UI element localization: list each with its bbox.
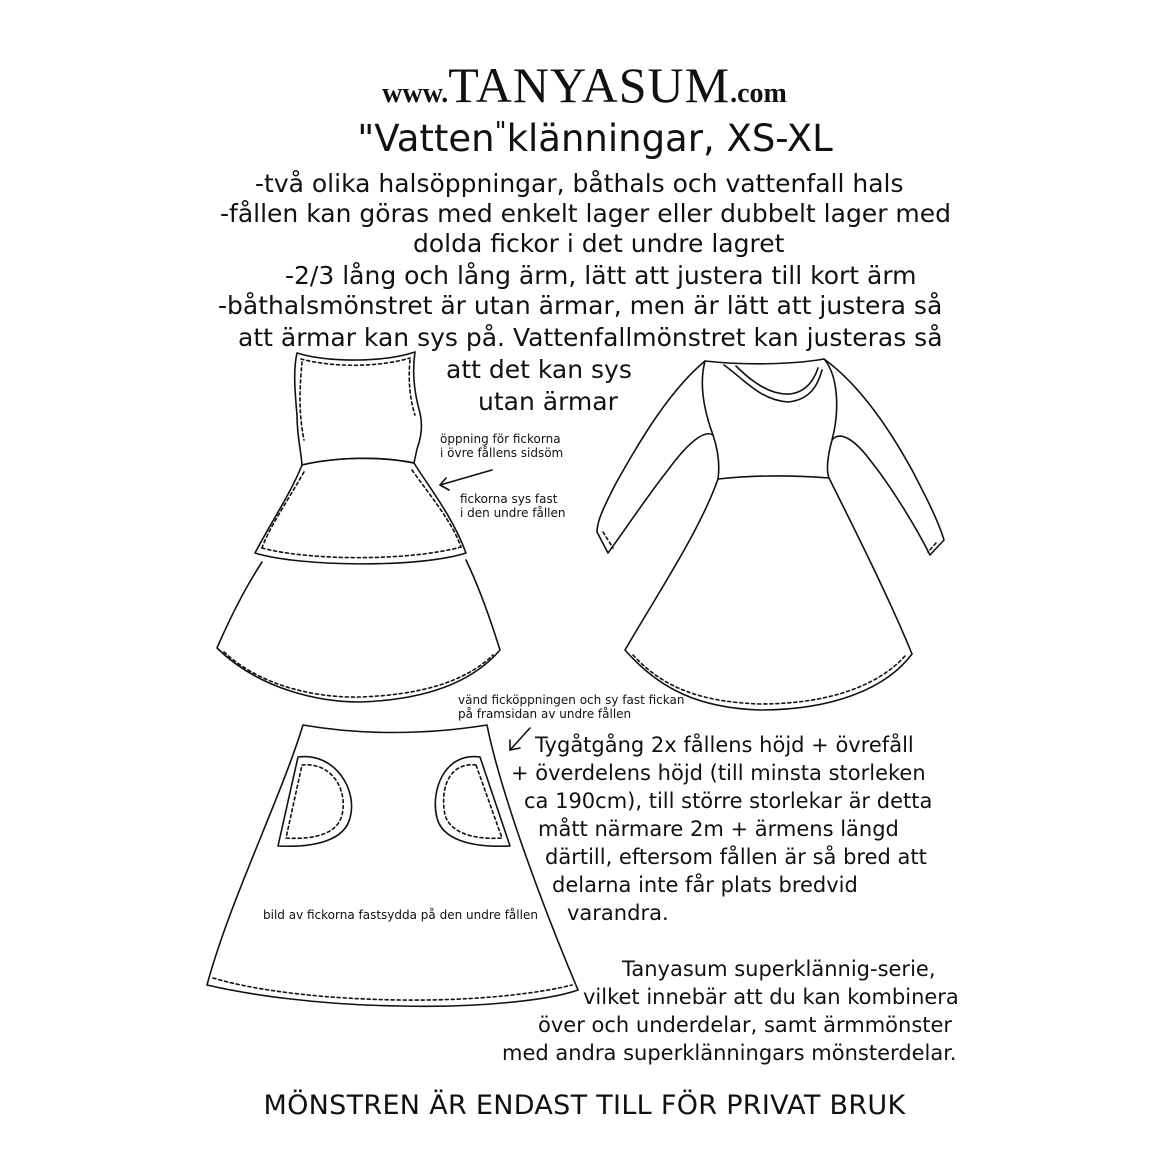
bateau-armhole-stitch-left <box>300 362 304 440</box>
opening-note-line-1: öppning för fickorna <box>440 432 561 446</box>
logo-prefix: www. <box>382 78 449 109</box>
description-line-3: dolda fickor i det undre lagret <box>413 229 785 258</box>
opening-arrow-icon <box>440 470 492 485</box>
turn-note-line-1: vänd ficköppningen och sy fast fickan <box>458 693 685 707</box>
waterfall-bodice <box>702 359 836 479</box>
description-line-8: utan ärmar <box>478 387 618 416</box>
opening-note <box>440 432 563 460</box>
sewn-note <box>460 492 566 520</box>
waterfall-dress-drawing <box>597 359 944 710</box>
logo-suffix: .com <box>730 78 787 109</box>
skirt-hem-stitch <box>213 978 572 1000</box>
logo-name: TANYASUM <box>448 57 731 113</box>
title-open-quote: " <box>357 117 375 160</box>
description-line-6: att ärmar kan sys på. Vattenfallmönstret kan justeras så <box>238 323 943 352</box>
description-line-4: -2/3 lång och lång ärm, lätt att justera till kort ärm <box>285 261 917 290</box>
waterfall-skirt <box>625 478 912 710</box>
bateau-lower-hem <box>217 560 500 702</box>
fabric-line-1: Tygåtgång 2x fållens höjd + övrefåll <box>535 733 914 757</box>
series-line-1: Tanyasum superklännig-serie, <box>622 957 936 981</box>
title-close-quote: " <box>494 117 507 147</box>
bateau-bodice <box>295 352 422 465</box>
turn-note <box>458 693 684 721</box>
waterfall-cowl-fold-1 <box>724 365 822 402</box>
title-word: Vatten <box>374 117 495 160</box>
bateau-upper-hem <box>255 458 466 564</box>
pocket-left <box>278 757 352 847</box>
fabric-line-5: därtill, eftersom fållen är så bred att <box>545 845 927 869</box>
description-line-2: -fållen kan göras med enkelt lager eller dubbelt lager med <box>220 199 952 228</box>
fabric-line-7: varandra. <box>567 901 669 925</box>
fabric-line-6: delarna inte får plats bredvid <box>552 873 858 897</box>
footer-notice: MÖNSTREN ÄR ENDAST TILL FÖR PRIVAT BRUK <box>263 1090 906 1121</box>
title-rest: klänningar, XS-XL <box>506 117 833 160</box>
bateau-dress-drawing <box>217 352 500 702</box>
series-line-2: vilket innebär att du kan kombinera <box>583 985 959 1009</box>
bateau-lower-hem-stitch <box>224 652 493 697</box>
description-line-7: att det kan sys <box>446 355 632 384</box>
bateau-upper-hem-stitch <box>262 472 304 548</box>
waterfall-sleeve-left <box>597 361 713 553</box>
description-line-5: -båthalsmönstret är utan ärmar, men är lätt att justera så <box>218 291 943 320</box>
bateau-neck-stitch <box>301 358 410 365</box>
description-line-1: -två olika halsöppningar, båthals och vattenfall hals <box>255 169 904 198</box>
fabric-line-3: ca 190cm), till större storlekar är detta <box>524 789 933 813</box>
sewn-note-line-1: fickorna sys fast <box>460 492 558 506</box>
opening-note-line-2: i övre fållens sidsöm <box>440 446 564 460</box>
turn-arrow-icon <box>510 728 530 750</box>
waterfall-sleeve-right <box>824 359 944 555</box>
series-line-4: med andra superklänningars mönsterdelar. <box>502 1041 957 1065</box>
series-line-3: över och underdelar, samt ärmmönster <box>538 1013 953 1037</box>
waterfall-cowl-fold-2 <box>736 366 818 394</box>
fabric-line-2: + överdelens höjd (till minsta storleken <box>511 761 926 785</box>
pockets-caption: bild av fickorna fastsydda på den undre fållen <box>263 908 538 922</box>
turn-note-line-2: på framsidan av undre fållen <box>458 707 632 721</box>
sewn-note-line-2: i den undre fållen <box>460 506 566 520</box>
fabric-line-4: mått närmare 2m + ärmens längd <box>538 817 899 841</box>
